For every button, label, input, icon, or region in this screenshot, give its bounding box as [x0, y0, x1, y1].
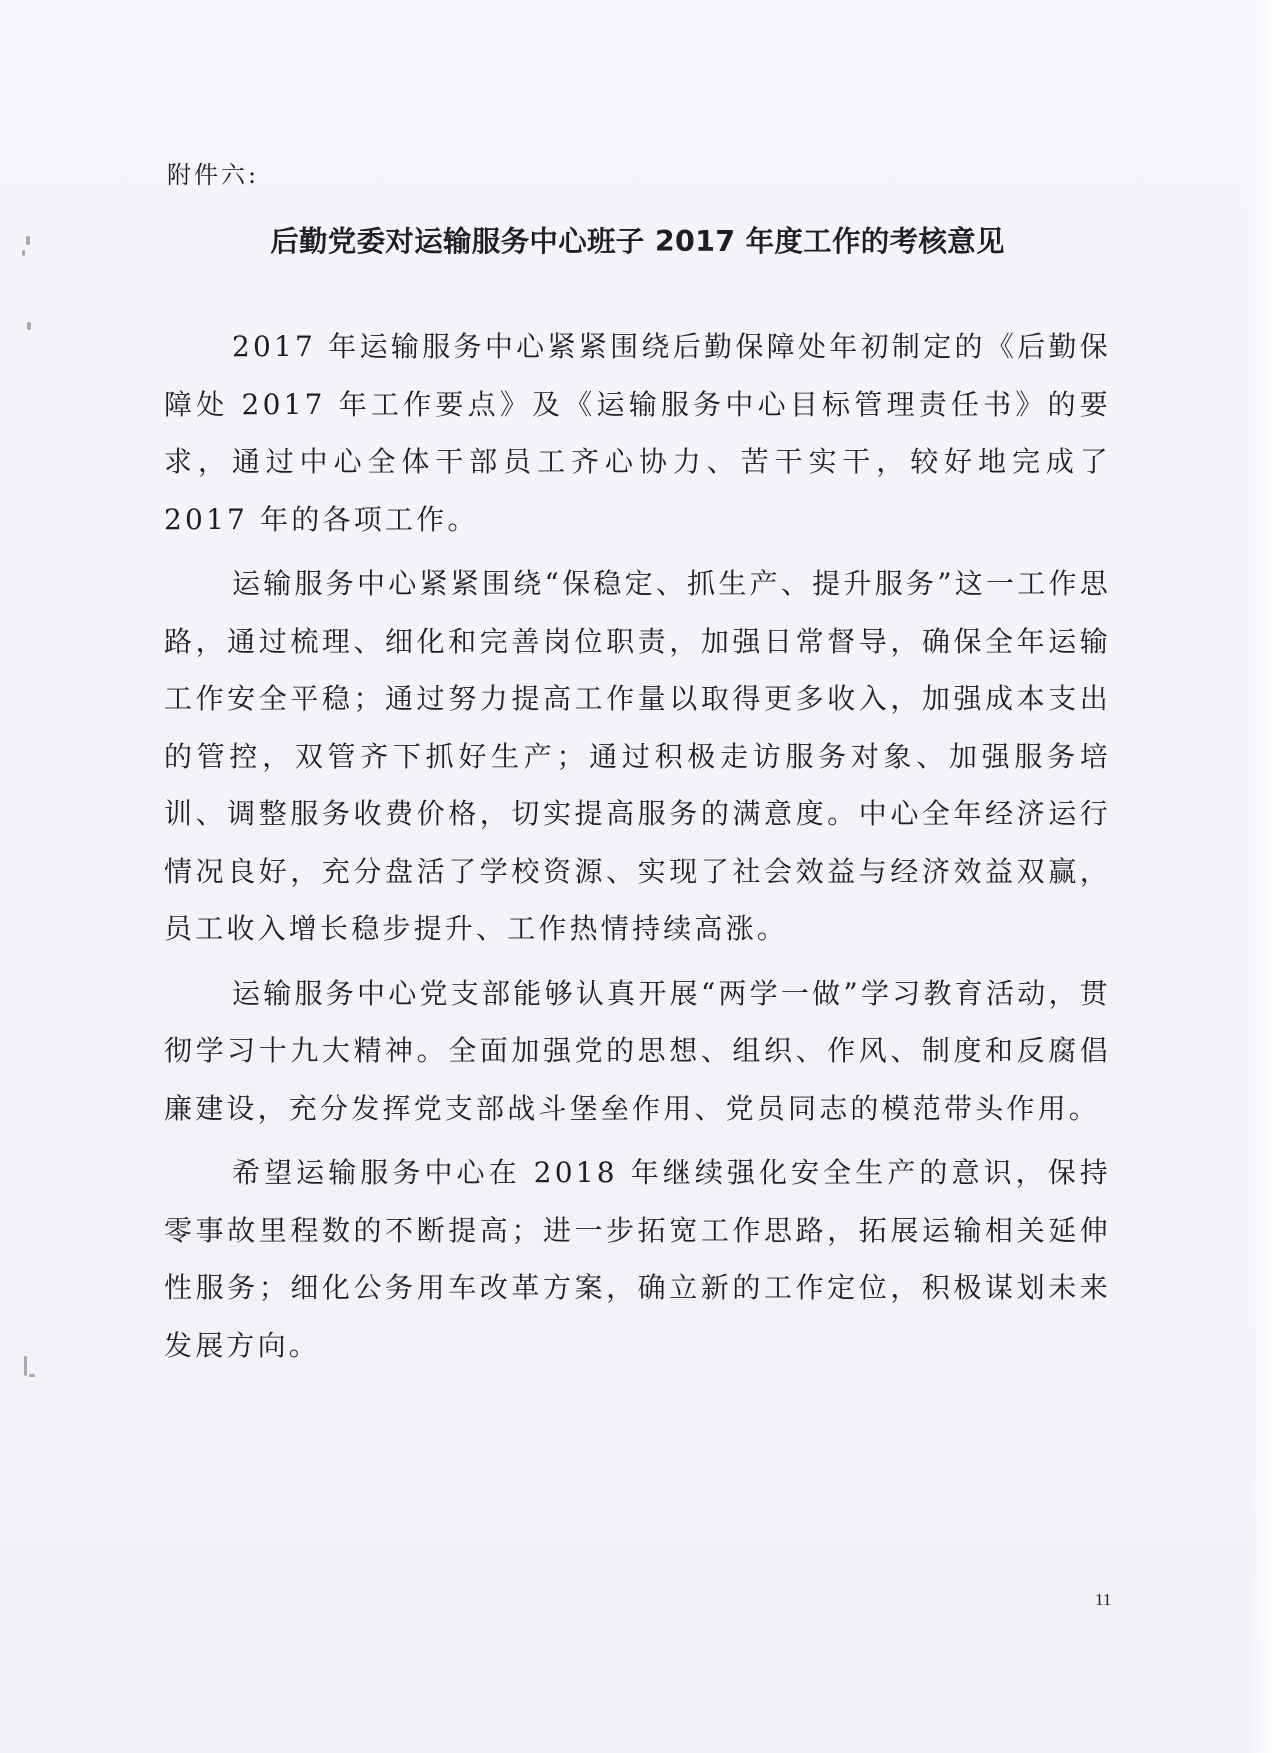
- binding-mark: [24, 1356, 27, 1376]
- paragraph: 希望运输服务中心在 2018 年继续强化安全生产的意识，保持零事故里程数的不断提高；进一步拓宽工作思路，拓展运输相关延伸性服务；细化公务用车改革方案，确立新的工作定位，积极谋划未来发展方向。: [164, 1156, 1111, 1362]
- page-edge-shadow: [1245, 0, 1275, 1753]
- binding-mark: [27, 322, 31, 330]
- paragraph: 运输服务中心党支部能够认真开展“两学一做”学习教育活动，贯彻学习十九大精神。全面加强党的思想、组织、作风、制度和反腐倡廉建设，充分发挥党支部战斗堡垒作用、党员同志的模范带头作用。: [164, 976, 1111, 1125]
- paragraph: 2017 年运输服务中心紧紧围绕后勤保障处年初制定的《后勤保障处 2017 年工作要点》及《运输服务中心目标管理责任书》的要求，通过中心全体干部员工齐心协力、苦干实干，较好地完成了 2017 年的各项工作。: [164, 330, 1111, 536]
- paragraph: 运输服务中心紧紧围绕“保稳定、抓生产、提升服务”这一工作思路，通过梳理、细化和完善岗位职责，加强日常督导，确保全年运输工作安全平稳；通过努力提高工作量以取得更多收入，加强成本支出的管控，双管齐下抓好生产；通过积极走访服务对象、加强服务培训、调整服务收费价格，切实提高服务的满意度。中心全年经济运行情况良好，充分盘活了学校资源、实现了社会效益与经济效益双赢，员工收入增长稳步提升、工作热情持续高涨。: [164, 567, 1111, 945]
- binding-mark: [29, 1374, 35, 1377]
- binding-mark: [26, 236, 30, 245]
- attachment-label: 附件六:: [167, 161, 260, 189]
- document-title: 后勤党委对运输服务中心班子 2017 年度工作的考核意见: [270, 225, 1005, 258]
- binding-mark: [22, 250, 25, 256]
- page-number: 11: [1095, 1590, 1112, 1609]
- document-body: [164, 318, 1111, 1381]
